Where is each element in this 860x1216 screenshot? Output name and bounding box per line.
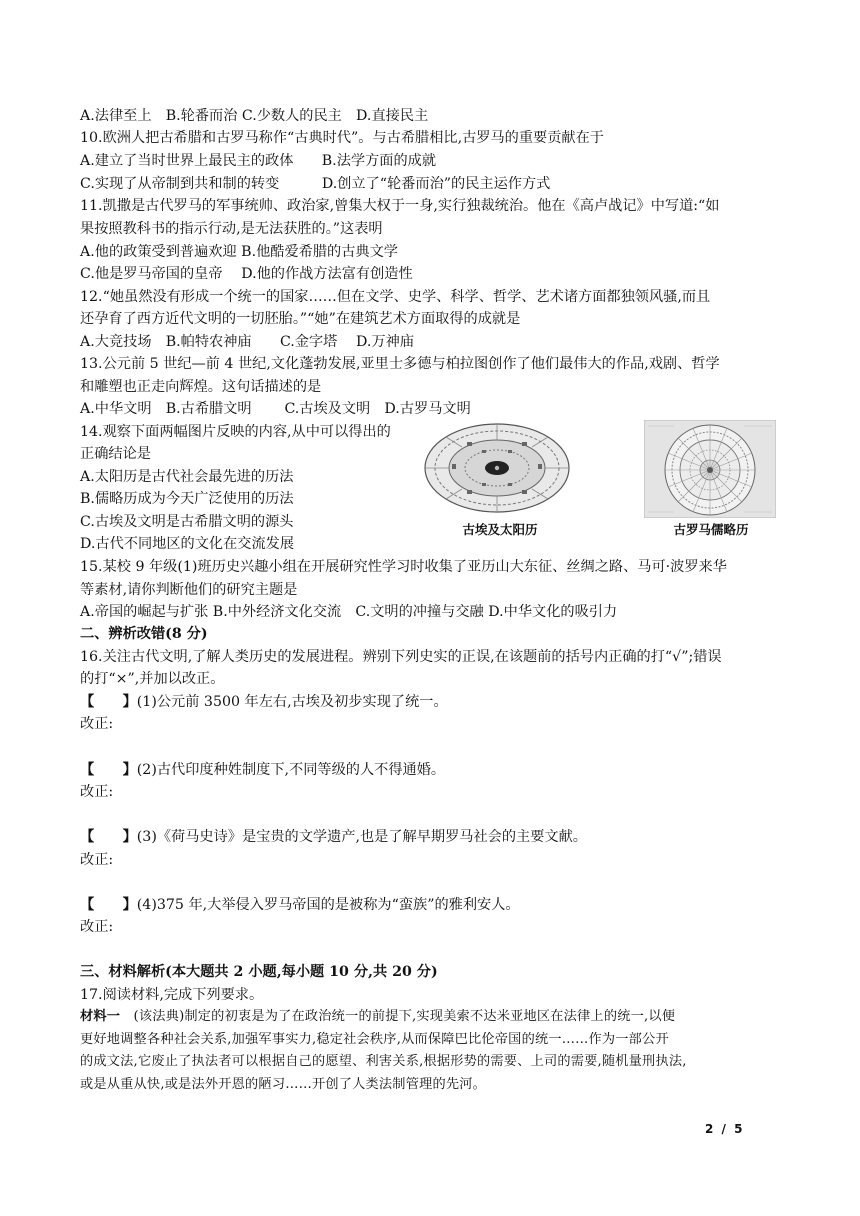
roman-julian-calendar-image	[644, 420, 776, 518]
q14-stem-line2: 正确结论是	[80, 446, 151, 462]
answer-bracket[interactable]: 【 】	[80, 694, 137, 710]
q11-options-cd: C.他是罗马帝国的皇帝 D.他的作战方法富有创造性	[80, 266, 413, 282]
q13-options: A.中华文明 B.古希腊文明 C.古埃及文明 D.古罗马文明	[80, 401, 471, 417]
q11-options-ab: A.他的政策受到普遍欢迎 B.他酷爱希腊的古典文学	[80, 244, 398, 260]
q16-item-3-text: (3)《荷马史诗》是宝贵的文学遗产,也是了解早期罗马社会的主要文献。	[136, 829, 587, 845]
q14-option-c: C.古埃及文明是古希腊文明的源头	[80, 514, 294, 530]
answer-bracket[interactable]: 【 】	[80, 762, 137, 778]
q12-stem-line2: 还孕育了西方近代文明的一切胚胎。”“她”在建筑艺术方面取得的成就是	[80, 311, 521, 327]
q16-item-1-text: (1)公元前 3500 年左右,古埃及初步实现了统一。	[136, 694, 448, 710]
q16-stem-line2: 的打“×”,并加以改正。	[80, 671, 225, 687]
q10-options-cd: C.实现了从帝制到共和制的转变 D.创立了“轮番而治”的民主运作方式	[80, 176, 551, 192]
fig1-caption: 古埃及太阳历	[462, 522, 538, 537]
q16-item-1-fix-label: 改正:	[80, 716, 114, 732]
q15-options: A.帝国的崛起与扩张 B.中外经济文化交流 C.文明的冲撞与交融 D.中华文化的吸引力	[80, 604, 618, 620]
q16-item-2	[80, 760, 445, 780]
q11-stem-line1: 11.凯撒是古代罗马的军事统帅、政治家,曾集大权于一身,实行独裁统治。他在《高卢战记》中写道:“如	[80, 198, 720, 214]
q12-options: A.大竞技场 B.帕特农神庙 C.金字塔 D.万神庙	[80, 334, 415, 350]
q16-item-3	[80, 827, 587, 847]
page-number: 2 / 5	[705, 1122, 745, 1136]
q12-stem-line1: 12.“她虽然没有形成一个统一的国家……但在文学、史学、科学、哲学、艺术诸方面都独领风骚,而且	[80, 289, 711, 305]
section2-title: 二、辨析改错(8 分)	[80, 626, 208, 642]
julian-calendar-disc-icon	[644, 420, 776, 518]
q16-stem-line1: 16.关注古代文明,了解人类历史的发展进程。辨别下列史实的正误,在该题前的括号内正确的打“√”;错误	[80, 649, 722, 665]
egyptian-solar-calendar-image	[422, 420, 572, 515]
q16-item-4-fix-label: 改正:	[80, 919, 114, 935]
egyptian-calendar-disc-icon	[422, 420, 572, 515]
q10-stem: 10.欧洲人把古希腊和古罗马称作“古典时代”。与古希腊相比,古罗马的重要贡献在于	[80, 130, 604, 146]
q9-options: A.法律至上 B.轮番而治 C.少数人的民主 D.直接民主	[80, 108, 429, 124]
q13-stem-line1: 13.公元前 5 世纪—前 4 世纪,文化蓬勃发展,亚里士多德与柏拉图创作了他们最伟大的作品,戏剧、哲学	[80, 356, 720, 372]
material-1-line4: 或是从重从快,或是法外开恩的陋习……开创了人类法制管理的先河。	[80, 1077, 487, 1092]
q10-options-ab: A.建立了当时世界上最民主的政体 B.法学方面的成就	[80, 153, 437, 169]
q17-stem: 17.阅读材料,完成下列要求。	[80, 987, 264, 1003]
q16-item-4-text: (4)375 年,大举侵入罗马帝国的是被称为“蛮族”的雅利安人。	[136, 897, 520, 913]
q14-option-a: A.太阳历是古代社会最先进的历法	[80, 469, 294, 485]
q15-stem-line2: 等素材,请你判断他们的研究主题是	[80, 582, 298, 598]
material-1-line2: 更好地调整各种社会关系,加强军事实力,稳定社会秩序,从而保障巴比伦帝国的统一……作为一部公开	[80, 1032, 669, 1047]
q11-stem-line2: 果按照教科书的指示行动,是无法获胜的。”这表明	[80, 221, 383, 237]
q14-stem-line1: 14.观察下面两幅图片反映的内容,从中可以得出的	[80, 424, 391, 440]
q16-item-4	[80, 895, 520, 915]
q16-item-1	[80, 692, 448, 712]
q14-option-d: D.古代不同地区的文化在交流发展	[80, 536, 295, 552]
answer-bracket[interactable]: 【 】	[80, 829, 137, 845]
q13-stem-line2: 和雕塑也正走向辉煌。这句话描述的是	[80, 379, 322, 395]
fig2-caption: 古罗马儒略历	[673, 522, 749, 537]
q16-item-2-text: (2)古代印度种姓制度下,不同等级的人不得通婚。	[136, 762, 446, 778]
section3-title: 三、材料解析(本大题共 2 小题,每小题 10 分,共 20 分)	[80, 964, 438, 980]
material-1-line3: 的成文法,它废止了执法者可以根据自己的愿望、利害关系,根据形势的需要、上司的需要,随机量刑执法,	[80, 1054, 687, 1069]
q16-item-2-fix-label: 改正:	[80, 784, 114, 800]
material-1-text-1: (该法典)制定的初衷是为了在政治统一的前提下,实现美索不达米亚地区在法律上的统一,以便	[120, 1009, 676, 1024]
material-1-label: 材料一	[80, 1009, 121, 1024]
q15-stem-line1: 15.某校 9 年级(1)班历史兴趣小组在开展研究性学习时收集了亚历山大东征、丝绸之路、马可·波罗来华	[80, 559, 727, 575]
q14-figures	[422, 420, 782, 544]
q16-item-3-fix-label: 改正:	[80, 852, 114, 868]
answer-bracket[interactable]: 【 】	[80, 897, 137, 913]
material-1-line1	[80, 1007, 675, 1027]
q14-option-b: B.儒略历成为今天广泛使用的历法	[80, 491, 294, 507]
